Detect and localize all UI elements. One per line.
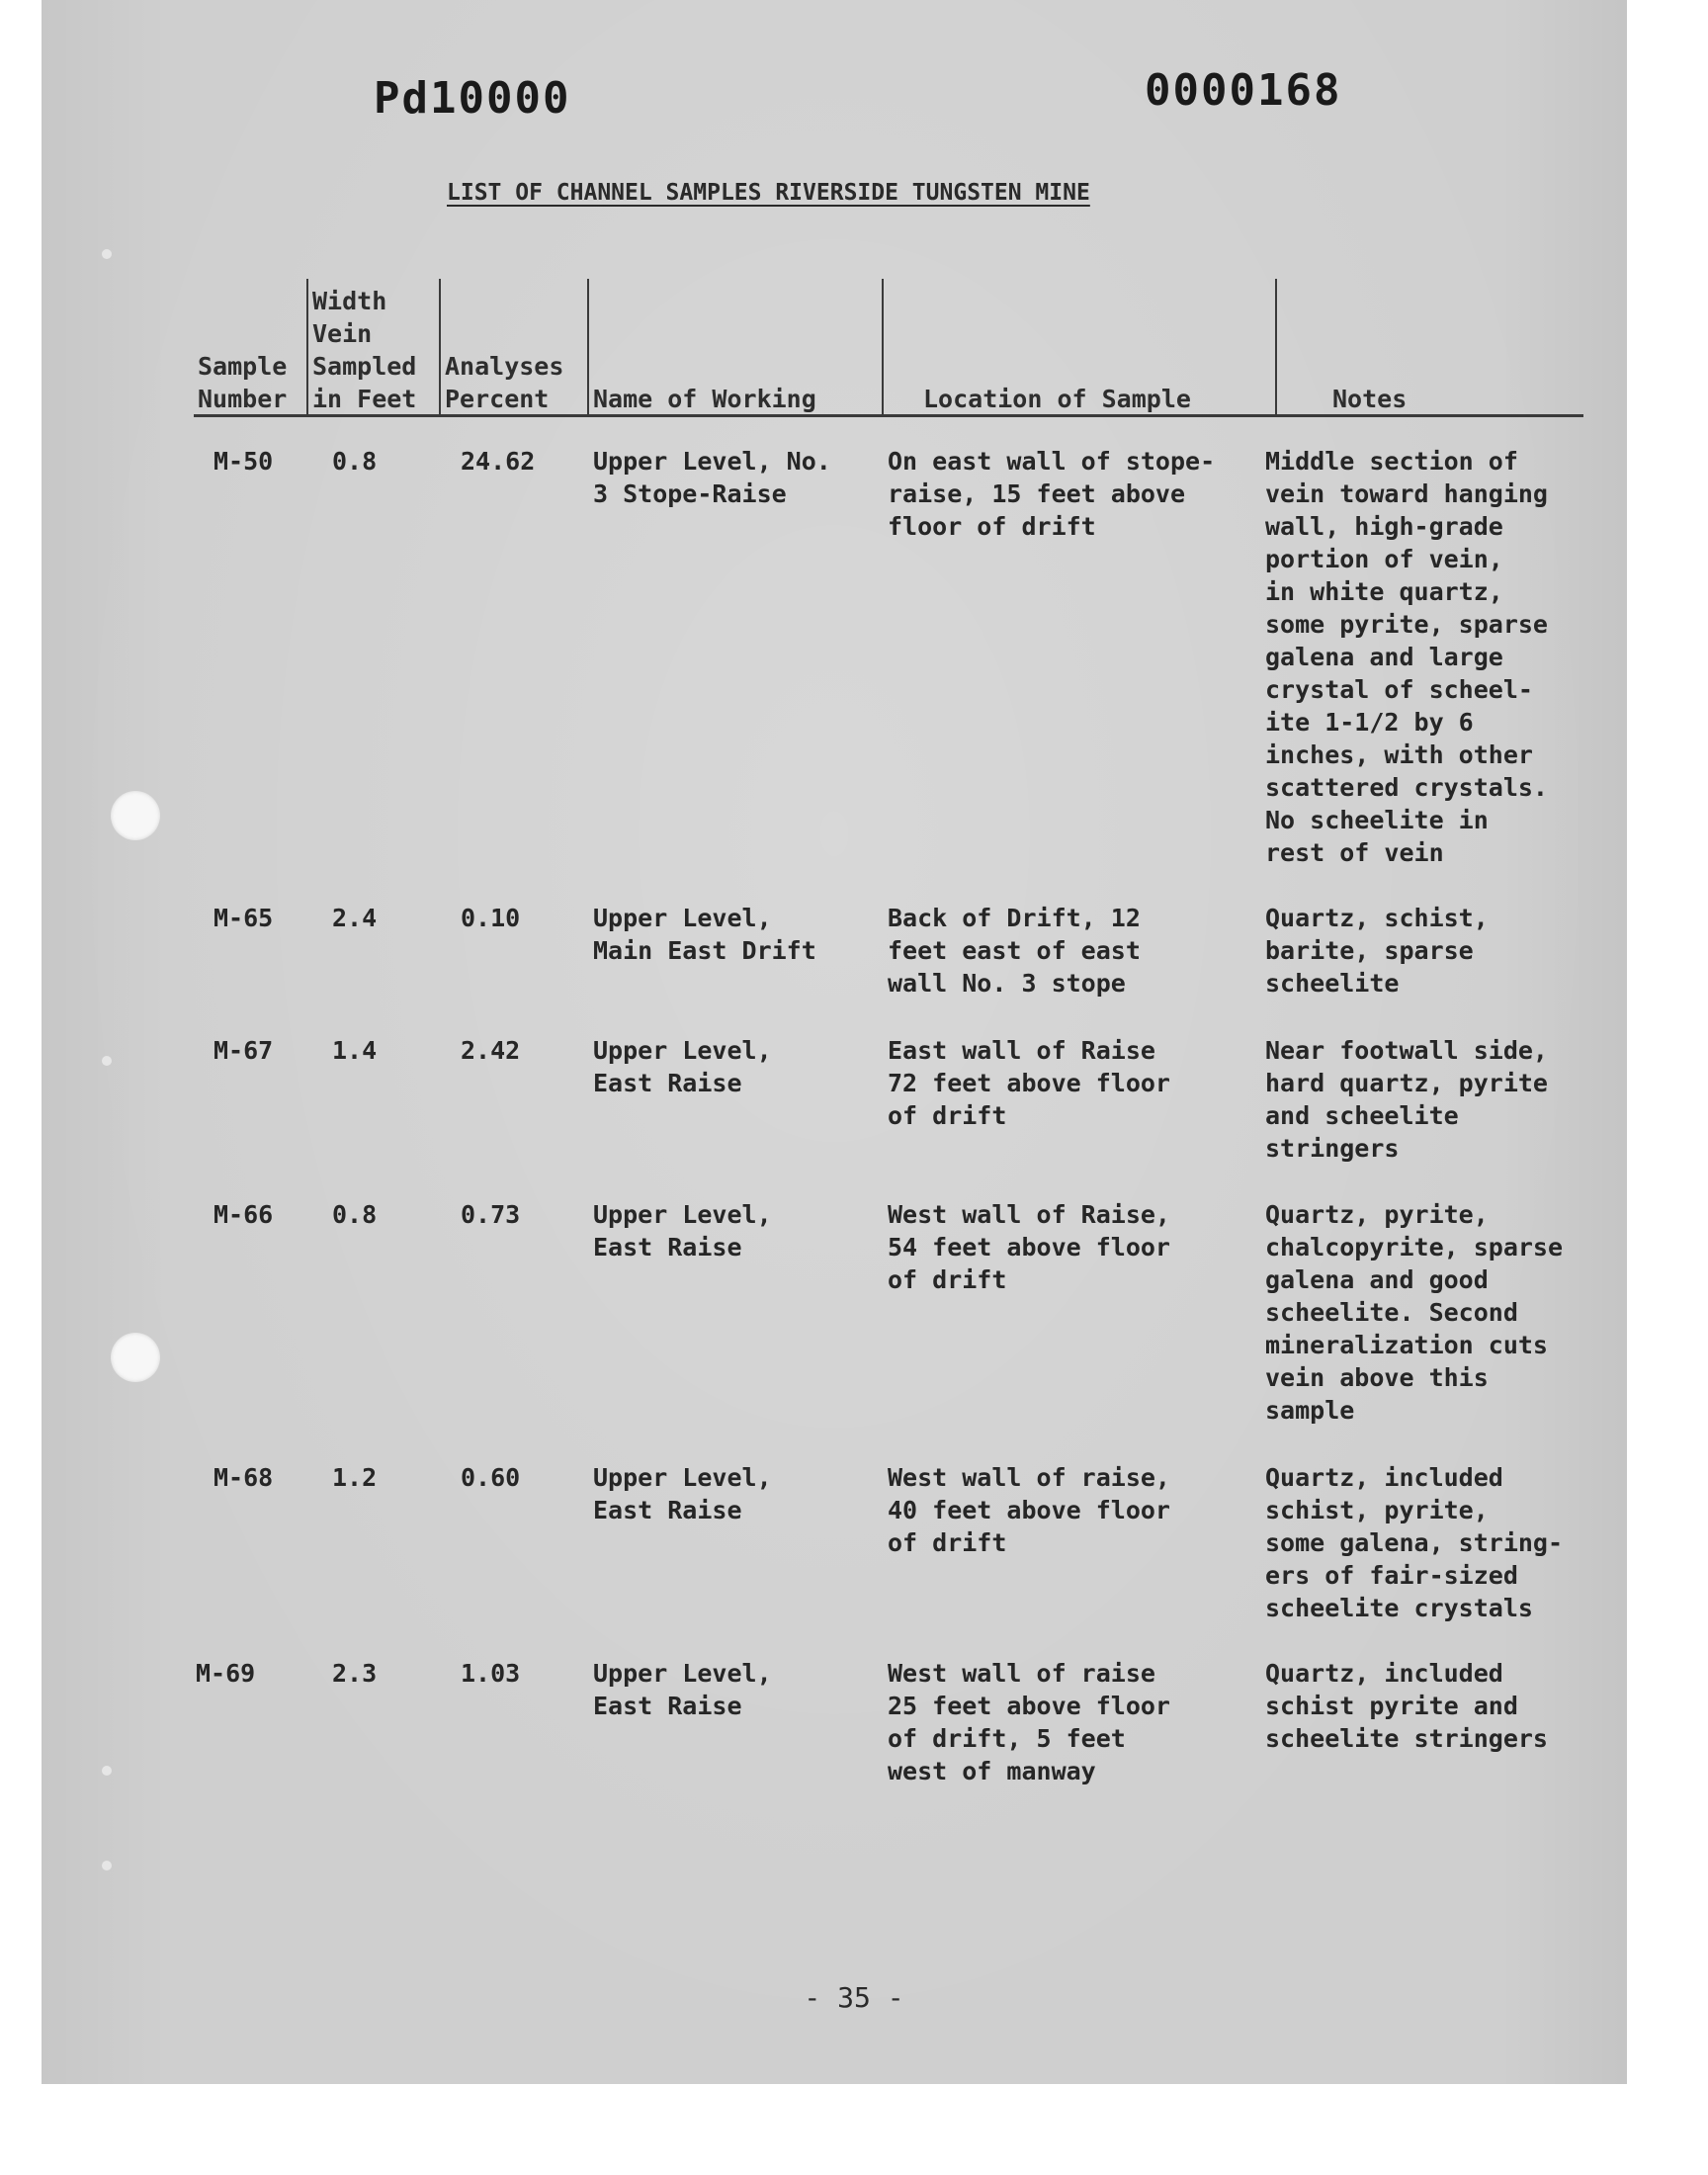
cell-width: 2.4 bbox=[332, 904, 378, 932]
column-divider bbox=[306, 279, 308, 415]
cell-name-of-working: Upper Level, East Raise bbox=[593, 1036, 772, 1097]
punch-hole-lower bbox=[111, 1333, 160, 1382]
cell-width: 0.8 bbox=[332, 447, 378, 476]
column-divider bbox=[587, 279, 589, 415]
cell-location: West wall of raise 25 feet above floor of drift, 5 feet west of manway bbox=[888, 1659, 1170, 1785]
cell-name-of-working: Upper Level, Main East Drift bbox=[593, 904, 816, 965]
header-rule bbox=[194, 414, 1583, 417]
column-divider bbox=[1275, 279, 1277, 415]
column-header-sample-number: Sample Number bbox=[198, 352, 288, 413]
column-header-width: Width Vein Sampled in Feet bbox=[312, 287, 417, 413]
cell-location: West wall of Raise, 54 feet above floor of drift bbox=[888, 1200, 1170, 1294]
cell-analyses: 2.42 bbox=[461, 1036, 521, 1065]
column-header-location: Location of Sample bbox=[923, 385, 1191, 413]
column-header-analyses: Analyses Percent bbox=[445, 352, 564, 413]
cell-location: On east wall of stope- raise, 15 feet above floor of drift bbox=[888, 447, 1216, 541]
cell-name-of-working: Upper Level, East Raise bbox=[593, 1200, 772, 1262]
cell-sample-number: M-65 bbox=[214, 904, 274, 932]
cell-sample-number: M-69 bbox=[196, 1659, 256, 1688]
cell-name-of-working: Upper Level, East Raise bbox=[593, 1659, 772, 1720]
column-divider bbox=[882, 279, 884, 415]
margin-mark bbox=[102, 1861, 112, 1870]
cell-analyses: 1.03 bbox=[461, 1659, 521, 1688]
cell-sample-number: M-66 bbox=[214, 1200, 274, 1229]
cell-analyses: 0.60 bbox=[461, 1463, 521, 1492]
cell-width: 1.2 bbox=[332, 1463, 378, 1492]
cell-sample-number: M-67 bbox=[214, 1036, 274, 1065]
cell-sample-number: M-50 bbox=[214, 447, 274, 476]
cell-location: East wall of Raise 72 feet above floor of drift bbox=[888, 1036, 1170, 1130]
column-header-name-of-working: Name of Working bbox=[593, 385, 816, 413]
cell-analyses: 0.10 bbox=[461, 904, 521, 932]
margin-mark bbox=[102, 249, 112, 259]
document-id-stamp-right: 0000168 bbox=[1145, 65, 1342, 116]
document-id-stamp-left: Pd10000 bbox=[374, 73, 571, 124]
cell-notes: Middle section of vein toward hanging wall, high-grade portion of vein, in white quartz, some pyrite, sparse galena and large crystal of scheel- ite 1-1/2 by 6 inches, with other scattered crystals. No scheelite in rest of vein bbox=[1265, 447, 1548, 867]
cell-name-of-working: Upper Level, East Raise bbox=[593, 1463, 772, 1524]
cell-width: 1.4 bbox=[332, 1036, 378, 1065]
margin-mark bbox=[102, 1766, 112, 1776]
page-title: LIST OF CHANNEL SAMPLES RIVERSIDE TUNGSTEN MINE bbox=[447, 180, 1090, 206]
cell-notes: Quartz, included schist pyrite and scheelite stringers bbox=[1265, 1659, 1548, 1753]
cell-notes: Near footwall side, hard quartz, pyrite and scheelite stringers bbox=[1265, 1036, 1548, 1163]
cell-width: 0.8 bbox=[332, 1200, 378, 1229]
punch-hole-upper bbox=[111, 791, 160, 840]
column-divider bbox=[439, 279, 441, 415]
cell-analyses: 0.73 bbox=[461, 1200, 521, 1229]
cell-notes: Quartz, included schist, pyrite, some galena, string- ers of fair-sized scheelite crystals bbox=[1265, 1463, 1564, 1622]
page-number: - 35 - bbox=[804, 1981, 904, 2014]
cell-notes: Quartz, schist, barite, sparse scheelite bbox=[1265, 904, 1489, 998]
cell-sample-number: M-68 bbox=[214, 1463, 274, 1492]
cell-width: 2.3 bbox=[332, 1659, 378, 1688]
cell-analyses: 24.62 bbox=[461, 447, 536, 476]
cell-location: Back of Drift, 12 feet east of east wall No. 3 stope bbox=[888, 904, 1141, 998]
cell-notes: Quartz, pyrite, chalcopyrite, sparse galena and good scheelite. Second mineralization cuts vein above this sample bbox=[1265, 1200, 1564, 1425]
cell-location: West wall of raise, 40 feet above floor of drift bbox=[888, 1463, 1170, 1557]
margin-mark bbox=[102, 1056, 112, 1066]
column-header-notes: Notes bbox=[1332, 385, 1408, 413]
cell-name-of-working: Upper Level, No. 3 Stope-Raise bbox=[593, 447, 831, 508]
